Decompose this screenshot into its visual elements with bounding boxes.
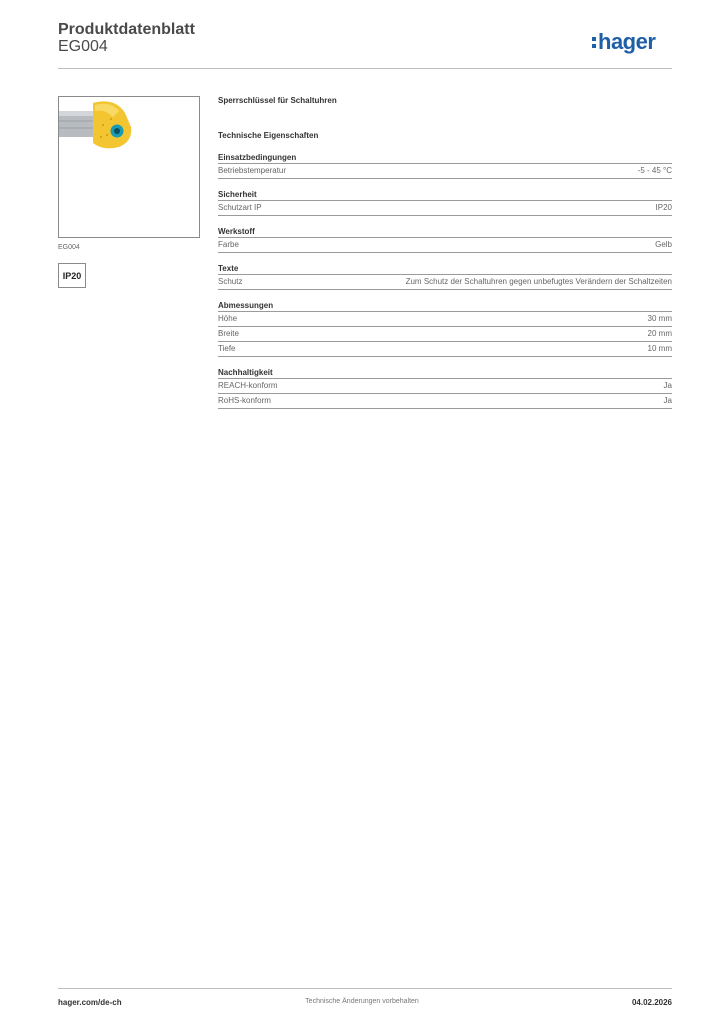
spec-row xyxy=(218,327,672,342)
image-caption: EG004 xyxy=(58,244,80,251)
section-title: Technische Eigenschaften xyxy=(218,131,319,140)
page-title: Produktdatenblatt xyxy=(58,21,195,38)
spec-row xyxy=(218,275,672,290)
spec-row xyxy=(218,201,672,216)
spec-row xyxy=(218,394,672,409)
spec-group-texte xyxy=(218,263,672,290)
spec-label: Schutz xyxy=(218,277,243,286)
spec-value: 30 mm xyxy=(647,314,672,323)
spec-label: REACH-konform xyxy=(218,381,278,390)
spec-value: Ja xyxy=(663,396,672,405)
spec-value: -5 - 45 °C xyxy=(637,166,672,175)
group-title: Sicherheit xyxy=(218,189,672,201)
spec-label: Breite xyxy=(218,329,239,338)
spec-label: Tiefe xyxy=(218,344,236,353)
group-title: Abmessungen xyxy=(218,300,672,312)
footer-divider xyxy=(58,988,672,989)
spec-label: Betriebstemperatur xyxy=(218,166,287,175)
spec-value: Ja xyxy=(663,381,672,390)
spec-group-abmessungen xyxy=(218,300,672,357)
spec-value: Zum Schutz der Schaltuhren gegen unbefugtes Verändern der Schaltzeiten xyxy=(405,277,672,286)
group-title: Einsatzbedingungen xyxy=(218,152,672,164)
spec-value: 20 mm xyxy=(647,329,672,338)
spec-row xyxy=(218,164,672,179)
hager-logo xyxy=(592,28,674,56)
spec-label: Farbe xyxy=(218,240,239,249)
spec-label: RoHS-konform xyxy=(218,396,271,405)
group-title: Texte xyxy=(218,263,672,275)
footer-website-link[interactable]: hager.com/de-ch xyxy=(58,998,122,1007)
spec-row xyxy=(218,342,672,357)
group-title: Nachhaltigkeit xyxy=(218,367,672,379)
footer-date: 04.02.2026 xyxy=(631,998,672,1007)
header-divider xyxy=(58,68,672,69)
logo-text: hager xyxy=(598,29,656,54)
spec-label: Höhe xyxy=(218,314,238,323)
spec-row xyxy=(218,238,672,253)
product-code: EG004 xyxy=(58,38,108,55)
spec-group-sicherheit xyxy=(218,189,672,216)
footer-note: Technische Änderungen vorbehalten xyxy=(305,998,419,1005)
group-title: Werkstoff xyxy=(218,226,672,238)
logo-dot-top xyxy=(592,37,596,41)
spec-value: Gelb xyxy=(655,240,672,249)
logo-dot-bottom xyxy=(592,44,596,48)
spec-group-einsatzbedingungen xyxy=(218,152,672,179)
locking-key-illustration xyxy=(59,97,199,237)
ip-rating-badge: IP20 xyxy=(58,263,86,288)
spec-label: Schutzart IP xyxy=(218,203,262,212)
spec-group-werkstoff xyxy=(218,226,672,253)
spec-value: 10 mm xyxy=(647,344,672,353)
spec-panel xyxy=(218,96,672,409)
spec-row xyxy=(218,312,672,327)
spec-value: IP20 xyxy=(655,203,672,212)
spec-row xyxy=(218,379,672,394)
product-image xyxy=(58,96,200,238)
product-name: Sperrschlüssel für Schaltuhren xyxy=(218,96,337,105)
spec-group-nachhaltigkeit xyxy=(218,367,672,409)
